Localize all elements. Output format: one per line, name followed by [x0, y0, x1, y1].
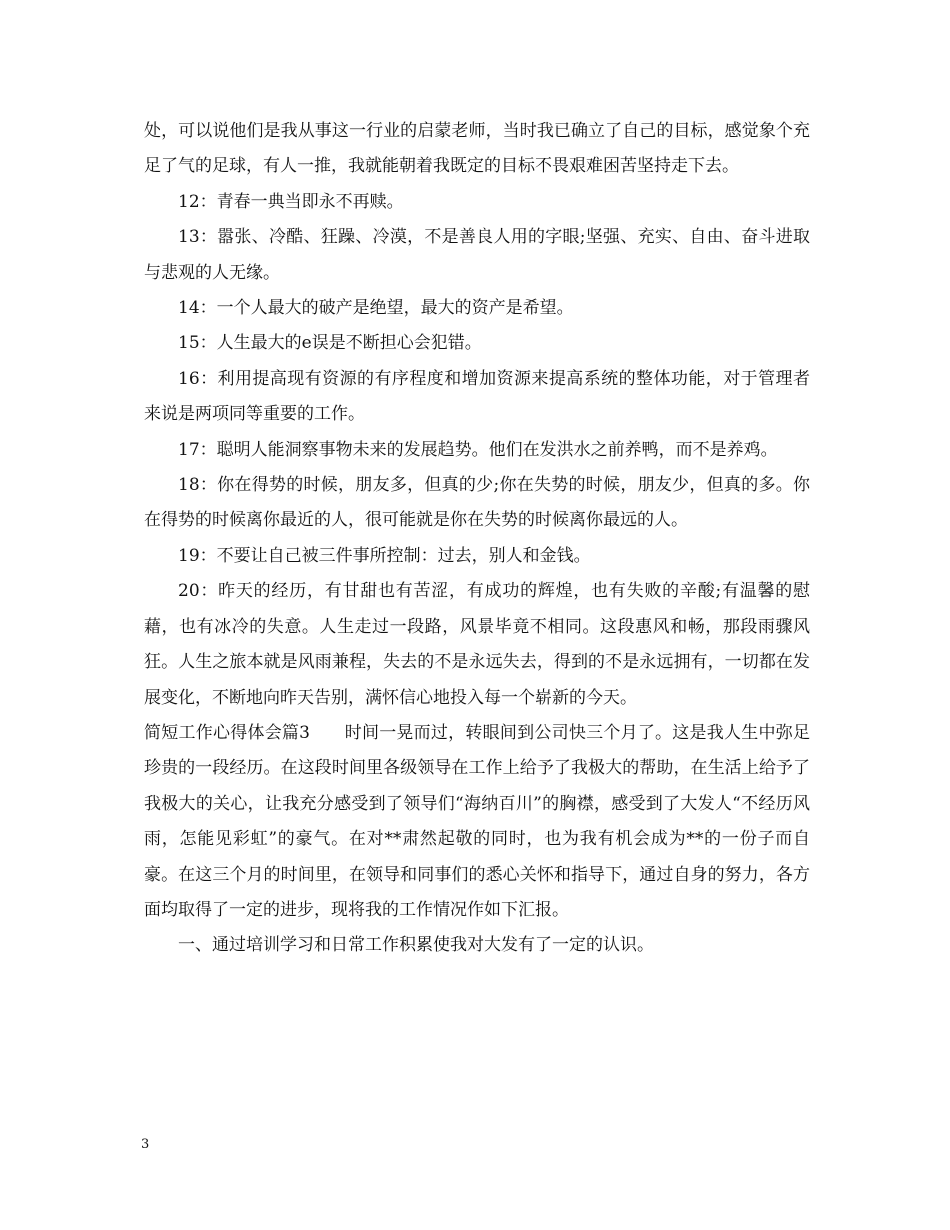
paragraph-item-12: 12：青春一典当即永不再赎。 — [178, 191, 404, 212]
paragraph-section-one: 一、通过培训学习和日常工作积累使我对大发有了一定的认识。 — [178, 935, 654, 956]
paragraph-item-19: 19：不要让自己被三件事所控制：过去，别人和金钱。 — [178, 545, 591, 566]
paragraph-item-20: 20：昨天的经历，有甘甜也有苦涩，有成功的辉煌，也有失败的辛酸;有温馨的慰藉，也有冰冷的失意。人生走过一段路，风景毕竟不相同。这段惠风和畅，那段雨骤风狂。人生之旅本就是风雨兼程，失去的不是永远失去，得到的不是永远拥有，一切都在发展变化，不断地向昨天告别，满怀信心地投入每一个崭新的今天。 — [144, 581, 810, 708]
paragraph-item-16: 16：利用提高现有资源的有序程度和增加资源来提高系统的整体功能，对于管理者来说是两项同等重要的工作。 — [144, 368, 810, 425]
paragraph-item-15: 15：人生最大的e误是不断担心会犯错。 — [178, 333, 482, 354]
paragraph-item-17: 17：聪明人能洞察事物未来的发展趋势。他们在发洪水之前养鸭，而不是养鸡。 — [178, 439, 778, 460]
paragraph-item-13: 13：嚣张、冷酷、狂躁、冷漠，不是善良人用的字眼;坚强、充实、自由、奋斗进取与悲观的人无缘。 — [144, 227, 810, 283]
document-body — [144, 114, 810, 964]
page-number: 3 — [141, 1137, 150, 1152]
section-heading-article-3: 简短工作心得体会篇3 时间一晃而过，转眼间到公司快三个月了。这是我人生中弥足珍贵的一段经历。在这段时间里各级领导在工作上给予了我极大的帮助，在生活上给予了我极大的关心，让我充分感受到了领导们“海纳百川”的胸襟，感受到了大发人“不经历风雨，怎能见彩虹”的豪气。在对**肃然起敬的同时，也为我有机会成为**的一份子而自豪。在这三个月的时间里，在领导和同事们的悉心关怀和指导下，通过自身的努力，各方面均取得了一定的进步，现将我的工作情况作如下汇报。 — [144, 722, 810, 920]
paragraph-continuation: 处，可以说他们是我从事这一行业的启蒙老师，当时我已确立了自己的目标，感觉象个充足了气的足球，有人一推，我就能朝着我既定的目标不畏艰难困苦坚持走下去。 — [144, 121, 810, 177]
paragraph-item-18: 18：你在得势的时候，朋友多，但真的少;你在失势的时候，朋友少，但真的多。你在得势的时候离你最近的人，很可能就是你在失势的时候离你最远的人。 — [144, 475, 810, 531]
paragraph-item-14: 14：一个人最大的破产是绝望，最大的资产是希望。 — [178, 298, 574, 319]
